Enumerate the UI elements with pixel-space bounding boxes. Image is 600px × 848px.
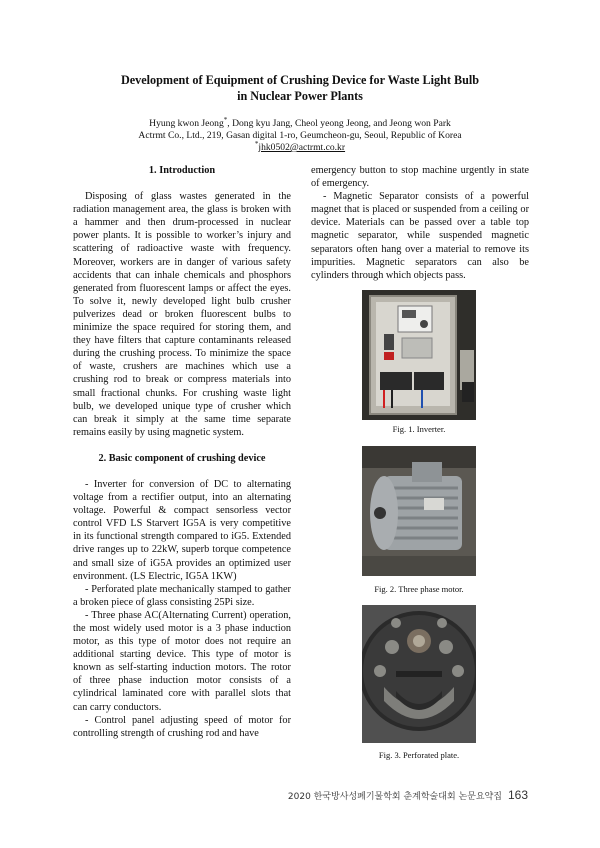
corresponding-mark: * <box>223 115 228 124</box>
motor-paragraph: - Three phase AC(Alternating Current) operation, the most widely used motor is a 3 phase induction motor, as this type of motor does not require an additional starting device. This type of motor is known as self-starting induction motors. The rotor of three phase induction motor consists of a cylindrical laminated core with parallel slots that can carry conductors. <box>73 609 291 713</box>
email-line <box>60 139 540 154</box>
control-panel-continuation: emergency button to stop machine urgently in state of emergency. <box>311 165 529 190</box>
figure-3-caption: Fig. 3. Perforated plate. <box>378 750 460 760</box>
page-footer <box>288 788 528 802</box>
figure-1-caption: Fig. 1. Inverter. <box>392 424 446 434</box>
figure-2-caption: Fig. 2. Three phase motor. <box>374 584 464 594</box>
control-panel-paragraph: - Control panel adjusting speed of motor for controlling strength of crushing rod and have <box>73 714 291 739</box>
magnetic-separator-paragraph: - Magnetic Separator consists of a powerful magnet that is placed or suspended from a ceiling or device. Materials can be passed over a table top magnetic separator, while suspended magnetic separators often hang over a material to remove its impurities. Magnetic separators can also be cylinders through which objects pass. <box>311 191 529 281</box>
right-column <box>311 164 529 282</box>
author-email[interactable]: jhk0502@actrmt.co.kr <box>258 142 346 153</box>
page-number: 163 <box>507 788 528 802</box>
inverter-photo <box>362 290 476 420</box>
co-authors: , Dong kyu Jang, Cheol yeong Jeong, and Jeong won Park <box>227 118 451 129</box>
motor-photo <box>362 446 476 576</box>
author-block <box>60 115 540 154</box>
author-list <box>60 115 540 130</box>
perforated-plate-paragraph: - Perforated plate mechanically stamped to gather a broken piece of glass consisting 25Pi size. <box>73 583 291 608</box>
section-heading-components: 2. Basic component of crushing device <box>98 452 266 464</box>
proceedings-title: 2020 한국방사성폐기물학회 춘계학술대회 논문요약집 <box>287 792 502 802</box>
email-mark: * <box>254 139 259 148</box>
plate-photo <box>362 605 476 743</box>
intro-paragraph: Disposing of glass wastes generated in the radiation management area, the glass is broken with a hammer and then drum-processed in nuclear power plants. It is possible to worker’s injury and scattering of radioactive waste with frequency. Moreover, workers are in danger of various safety accidents that can inhale chemicals and phosphors generated from fluorescent lamps or affect the eyes. To solve it, newly developed light bulb crusher pulverizes dead or broken fluorescent bulbs to minimize the space required for storing them, and they have filters that capture contaminants released during the crushing process. To minimize the space of waste, crushers are machines which use a crushing rod to break or compress materials into small fractional chunks. For crushing waste light bulb, we developed unique type of crusher which can break it simply at the same time separate remains easily by using magnetic system. <box>73 191 291 438</box>
affiliation: Actrmt Co., Ltd., 219, Gasan digital 1-ro, Geumcheon-gu, Seoul, Republic of Korea <box>138 130 462 141</box>
inverter-paragraph: - Inverter for conversion of DC to alternating voltage from a rectifier output, into an alternating voltage. Powerful & compact sensorless vector control VFD LS Starvert IG5A is very competitive in its functional strength compared to iG5. Extended drive ranges up to 22kW, superb torque competence and small size of iG5A provides an optimized user environment. (LS Electric, IG5A 1KW) <box>73 478 291 582</box>
title-line-2: in Nuclear Power Plants <box>237 89 363 103</box>
paper-title <box>70 72 530 104</box>
left-column <box>73 164 291 740</box>
first-author: Hyung kwon Jeong <box>149 118 224 129</box>
section-heading-introduction: 1. Introduction <box>148 165 216 176</box>
title-line-1: Development of Equipment of Crushing Device for Waste Light Bulb <box>120 73 480 87</box>
